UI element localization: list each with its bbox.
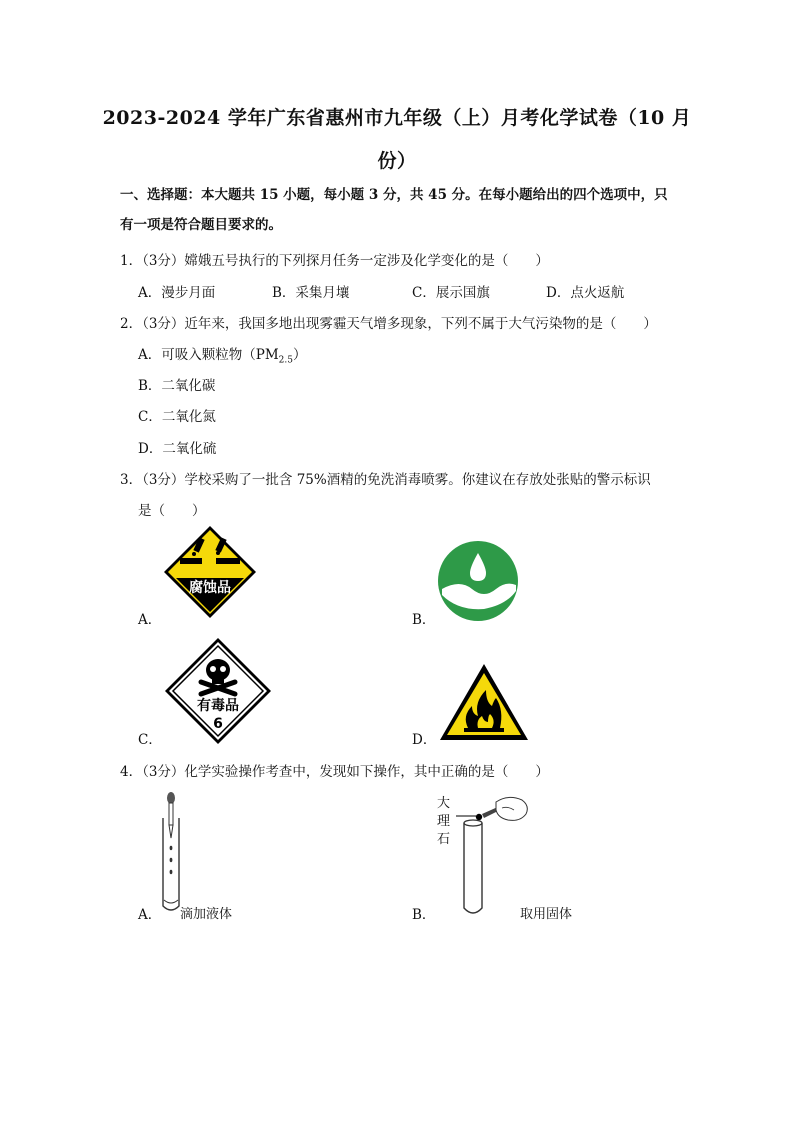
water-saving-sign-icon [436, 539, 520, 623]
q1-option-a: A．漫步月面 [138, 285, 216, 301]
question-1-stem: 1．（3分）嫦娥五号执行的下列探月任务一定涉及化学变化的是（ ） [120, 253, 549, 269]
q4-option-b-label: B． [412, 907, 436, 923]
q2-option-d: D．二氧化硫 [138, 441, 217, 457]
page-title-line1: 2023-2024 学年广东省惠州市九年级（上）月考化学试卷（10 月 [102, 107, 692, 129]
q2-option-a: A．可吸入颗粒物$(PM_{2.5})$ [138, 347, 307, 366]
toxic-sign-class-number: 6 [213, 716, 223, 732]
question-3-stem-line1: 3．（3分）学校采购了一批含 75%酒精的免洗消毒喷雾。你建议在存放处张贴的警示标识 [120, 472, 651, 488]
q2-option-b: B．二氧化碳 [138, 378, 216, 394]
flammable-sign-icon [438, 662, 530, 742]
corrosive-sign-text: 腐蚀品 [189, 580, 231, 596]
marble-label-char-1: 大 [437, 796, 451, 811]
dropper-test-tube-icon [158, 788, 188, 916]
q4-option-a-label: A． [138, 907, 162, 923]
q3-option-d-label: D． [412, 732, 437, 748]
question-2-stem: 2．（3分）近年来，我国多地出现雾霾天气增多现象，下列不属于大气污染物的是（ ） [120, 316, 657, 332]
section-heading-line1: 一、选择题：本大题共 15 小题，每小题 3 分，共 45 分。在每小题给出的四个选项中，只 [120, 187, 668, 203]
section-heading-line2: 有一项是符合题目要求的。 [120, 217, 282, 233]
page-title-line2: 份） [377, 150, 417, 172]
q3-option-b-label: B． [412, 612, 436, 628]
q3-option-c-label: C． [138, 732, 162, 748]
marble-label-char-3: 石 [437, 832, 451, 847]
q1-option-b: B．采集月壤 [272, 285, 350, 301]
marble-label-char-2: 理 [437, 814, 451, 829]
q2-option-c: C．二氧化氮 [138, 409, 216, 425]
toxic-sign-icon [163, 636, 273, 746]
question-4-stem: 4．（3分）化学实验操作考查中，发现如下操作，其中正确的是（ ） [120, 764, 549, 780]
toxic-sign-text: 有毒品 [197, 698, 239, 714]
tweezers-test-tube-icon [452, 792, 532, 920]
q1-option-d: D．点火返航 [546, 285, 625, 301]
q1-option-c: C．展示国旗 [412, 285, 490, 301]
q4-a-caption: 滴加液体 [180, 907, 233, 922]
q4-b-caption: 取用固体 [520, 907, 573, 922]
corrosive-sign-icon [162, 524, 258, 620]
question-3-stem-line2: 是（ ） [138, 503, 206, 519]
q3-option-a-label: A． [138, 612, 162, 628]
